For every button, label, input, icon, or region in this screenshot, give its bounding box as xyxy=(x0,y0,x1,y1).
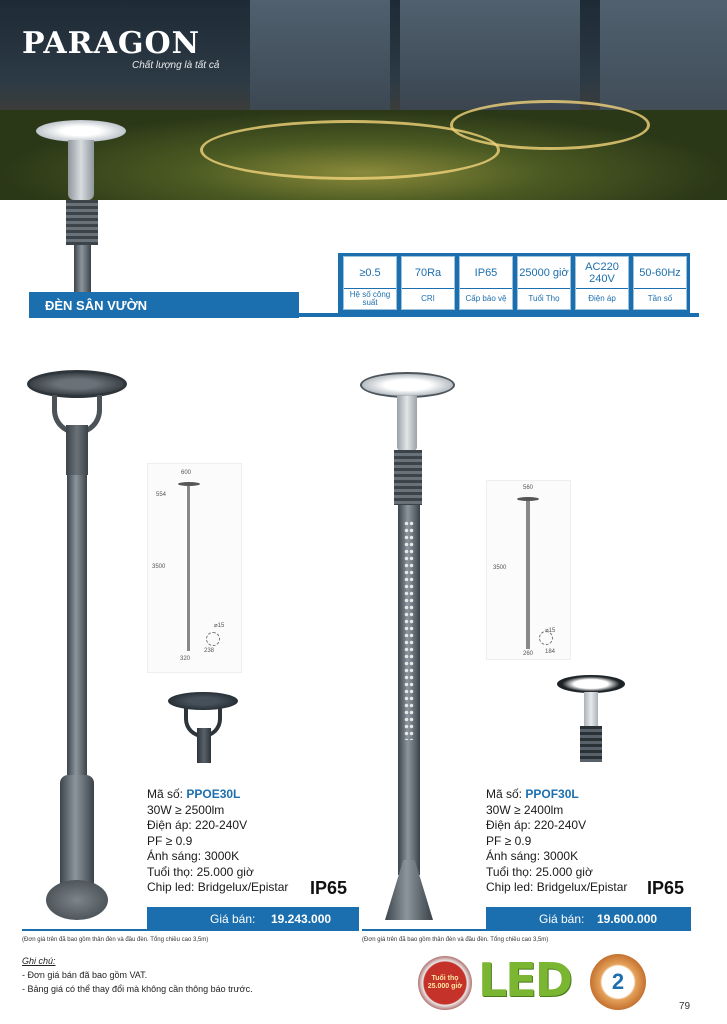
product-1-lamp-neck-image xyxy=(66,425,88,475)
spec-cell xyxy=(575,256,629,310)
product-2-price-underline xyxy=(362,929,691,931)
divider xyxy=(299,313,699,317)
product-2-lamp-head-image xyxy=(360,372,455,398)
product-1-pole-base-image xyxy=(60,775,94,885)
building-graphic xyxy=(250,0,390,120)
product-2-fine-print: (Đơn giá trên đã bao gồm thân đèn và đầu đèn. Tổng chiều cao 3,5m) xyxy=(362,937,549,943)
product-code-line xyxy=(147,787,288,803)
product-code-line xyxy=(486,787,627,803)
product-2-head-body-image xyxy=(580,726,602,762)
product-chip: Chip led: Bridgelux/Epistar xyxy=(486,880,628,894)
lamp-pole-image xyxy=(74,245,91,292)
product-life: Tuổi thọ: 25.000 giờ xyxy=(486,864,593,879)
header-banner xyxy=(0,0,727,200)
brand-logo: PARAGON xyxy=(22,26,201,61)
life-badge-icon xyxy=(418,956,472,1010)
brand-slogan: Chất lượng là tất cả xyxy=(132,60,220,71)
section-title: ĐÈN SÂN VƯỜN xyxy=(45,298,148,313)
product-2-price-bar xyxy=(486,907,691,931)
price-label: Giá bán: xyxy=(539,912,585,926)
product-2-ip-rating: IP65 xyxy=(647,878,685,898)
product-1-pole-image xyxy=(67,475,87,775)
product-pf: PF ≥ 0.9 xyxy=(147,833,193,848)
product-life: Tuổi thọ: 25.000 giờ xyxy=(147,864,254,879)
spec-label: Điện áp xyxy=(588,294,616,303)
code-label: Mã số: xyxy=(486,787,523,801)
product-voltage: Điện áp: 220-240V xyxy=(147,818,248,832)
page-number: 79 xyxy=(679,1001,691,1012)
product-1-pole-foot-image xyxy=(46,880,108,920)
product-light: Ánh sáng: 3000K xyxy=(486,849,579,863)
dim-label: 3500 xyxy=(493,565,507,571)
dim-label: 184 xyxy=(545,649,556,655)
spec-value: IP65 xyxy=(460,257,512,289)
spec-label: Cấp bảo vệ xyxy=(465,294,507,303)
product-1-price-underline xyxy=(22,929,359,931)
spec-value: ≥0.5 xyxy=(344,257,396,289)
product-2-head-neck-image xyxy=(584,692,598,726)
product-1-dimension-diagram xyxy=(147,463,242,673)
price-value: 19.243.000 xyxy=(271,912,332,926)
spec-value: 25000 giờ xyxy=(518,257,570,289)
note-item: - Đơn giá bán đã bao gồm VAT. xyxy=(22,970,148,980)
notes-heading: Ghi chú: xyxy=(22,956,56,966)
diagram-base-plate xyxy=(206,632,220,646)
product-power: 30W ≥ 2500lm xyxy=(147,802,225,817)
spec-label: CRI xyxy=(421,294,435,303)
product-1-head-neck-image xyxy=(197,728,211,763)
led-logo: LED xyxy=(478,953,571,1007)
spec-cell xyxy=(517,256,571,310)
spec-label: Tuổi Thọ xyxy=(528,294,560,303)
product-2-info xyxy=(486,787,627,896)
lamp-body-image xyxy=(66,200,98,245)
product-power: 30W ≥ 2400lm xyxy=(486,802,564,817)
price-label: Giá bán: xyxy=(210,912,256,926)
dim-label: 260 xyxy=(523,651,534,657)
product-code: PPOF30L xyxy=(525,787,579,801)
product-code: PPOE30L xyxy=(186,787,241,801)
dim-label: 3500 xyxy=(152,564,166,570)
spec-label: Tần số xyxy=(647,294,673,303)
product-2-head-closeup-image xyxy=(557,675,625,693)
product-2-dimension-diagram xyxy=(486,480,571,660)
warranty-badge-icon xyxy=(590,954,646,1010)
spec-value: 70Ra xyxy=(402,257,454,289)
dim-label: ⌀15 xyxy=(545,628,556,634)
building-graphic xyxy=(400,0,580,110)
product-1-price-bar xyxy=(147,907,359,931)
diagram-pole xyxy=(187,486,190,651)
product-2-lamp-neck-image xyxy=(397,396,417,451)
product-1-ip-rating: IP65 xyxy=(310,878,348,898)
lamp-head-image xyxy=(36,120,126,142)
product-chip: Chip led: Bridgelux/Epistar xyxy=(147,880,289,894)
diagram-base-plate xyxy=(539,631,553,645)
spec-cell xyxy=(343,256,397,310)
product-1-info xyxy=(147,787,288,896)
price-value: 19.600.000 xyxy=(597,912,658,926)
spec-cell xyxy=(401,256,455,310)
product-2-pole-perforation xyxy=(404,520,414,740)
spec-label: Hệ số công suất xyxy=(349,290,391,307)
life-badge-text: Tuổi thọ 25.000 giờ xyxy=(427,975,463,990)
notes xyxy=(22,954,253,996)
product-voltage: Điện áp: 220-240V xyxy=(486,818,587,832)
lamp-neck-image xyxy=(68,140,94,200)
product-pf: PF ≥ 0.9 xyxy=(486,833,532,848)
spec-cell xyxy=(459,256,513,310)
dim-label: 600 xyxy=(181,470,192,476)
spec-value: 50-60Hz xyxy=(634,257,686,289)
spec-value: AC220 240V xyxy=(576,257,628,289)
code-label: Mã số: xyxy=(147,787,184,801)
spec-strip xyxy=(338,253,690,313)
dim-label: ⌀15 xyxy=(214,623,225,629)
product-1-lamp-head-image xyxy=(27,370,127,398)
spec-cell xyxy=(633,256,687,310)
product-light: Ánh sáng: 3000K xyxy=(147,849,240,863)
dim-label: 238 xyxy=(204,648,215,654)
dim-label: 320 xyxy=(180,656,191,662)
warranty-years: 2 xyxy=(611,969,625,994)
dim-label: 560 xyxy=(523,485,534,491)
section-title-bar xyxy=(29,292,299,318)
product-2-lamp-body-image xyxy=(394,450,422,505)
product-2-pole-base-image xyxy=(385,860,433,920)
garden-path-graphic xyxy=(450,100,650,150)
note-item: - Bảng giá có thể thay đổi mà không cần thông báo trước. xyxy=(22,984,253,994)
product-1-fine-print: (Đơn giá trên đã bao gồm thân đèn và đầu đèn. Tổng chiều cao 3,5m) xyxy=(22,937,209,943)
diagram-pole xyxy=(526,501,530,649)
dim-label: 554 xyxy=(156,492,167,498)
